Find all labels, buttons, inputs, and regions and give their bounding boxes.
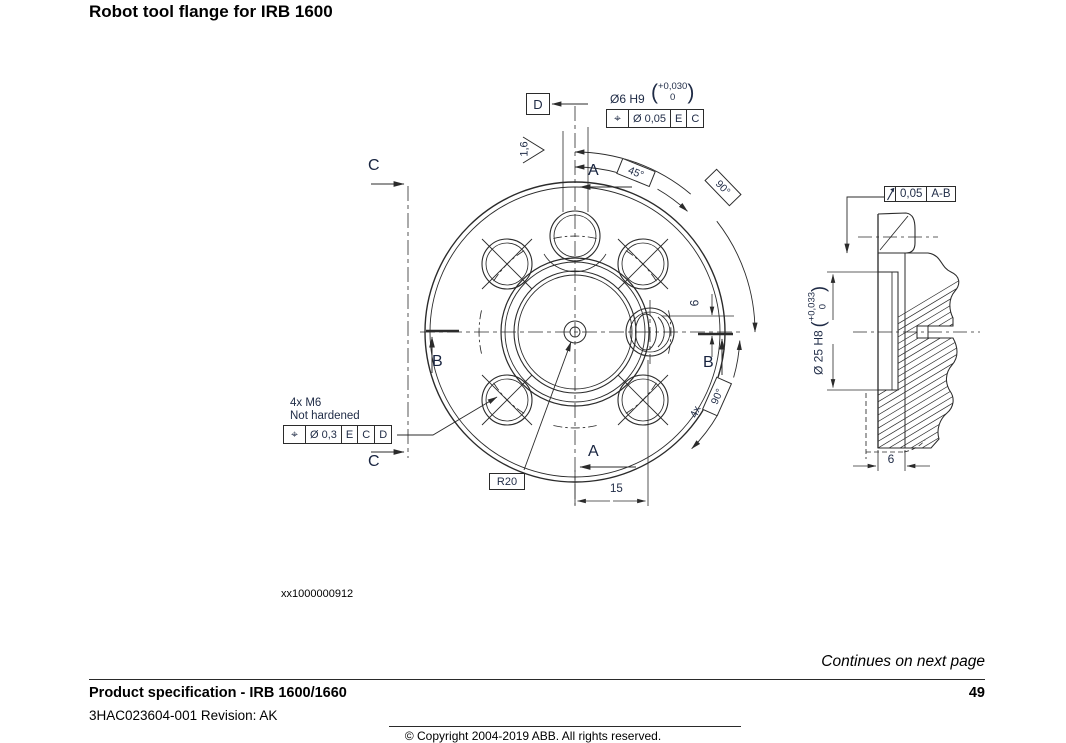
datum-d-box: D xyxy=(526,93,550,115)
dim-15: 15 xyxy=(610,483,623,495)
fcf-tolerance: 0,05 xyxy=(896,187,927,201)
fcf-tolerance: Ø 0,3 xyxy=(306,426,342,443)
hole-size-label: Ø6 H9 xyxy=(610,92,645,106)
fcf-datum-d: D xyxy=(379,428,388,441)
hole-position-fcf xyxy=(606,109,704,128)
fcf-datum-e: E xyxy=(342,426,358,443)
section-c-top: C xyxy=(368,157,380,174)
radius-r20-box: R20 xyxy=(489,473,525,490)
angle-4x-label: 4x xyxy=(687,404,704,420)
angle-45-box: 45° xyxy=(616,158,656,187)
footer-doc-title: Product specification - IRB 1600/1660 xyxy=(89,685,347,701)
copyright-rule xyxy=(389,726,741,727)
bore-callout xyxy=(808,269,829,393)
paren-close: ) xyxy=(808,285,828,292)
section-a-top: A xyxy=(588,162,599,179)
runout-fcf xyxy=(884,186,956,202)
tol-lower: 0 xyxy=(817,304,828,310)
thread-position-fcf xyxy=(283,425,392,444)
fcf-tolerance: Ø 0,05 xyxy=(629,110,671,127)
paren-open: ( xyxy=(808,321,828,328)
bore-size-label: Ø 25 H8 xyxy=(811,330,825,376)
dim-6-thickness: 6 xyxy=(887,452,895,466)
page-title: Robot tool flange for IRB 1600 xyxy=(89,2,333,21)
footer-doc-id: 3HAC023604-001 Revision: AK xyxy=(89,708,278,723)
angle-90-top-box: 90° xyxy=(704,169,741,207)
fcf-datum-ab: A-B xyxy=(931,188,951,200)
figure-id: xx1000000912 xyxy=(281,588,354,600)
position-symbol-icon: ⌖ xyxy=(284,426,306,443)
thread-note-line2: Not hardened xyxy=(290,410,360,422)
section-a-bottom: A xyxy=(588,443,599,460)
dim-6-offset: 6 xyxy=(687,299,702,307)
paren-close: ) xyxy=(687,80,695,104)
runout-icon xyxy=(885,187,896,201)
position-symbol-icon: ⌖ xyxy=(607,110,629,127)
continues-note: Continues on next page xyxy=(821,653,985,670)
surface-finish-value: 1,6 xyxy=(518,141,531,157)
tol-upper: +0,033 xyxy=(806,291,818,322)
footer-copyright: © Copyright 2004-2019 ABB. All rights reserved. xyxy=(404,729,662,743)
footer-rule xyxy=(89,679,985,680)
tol-lower: 0 xyxy=(670,91,676,103)
section-c-bottom: C xyxy=(368,453,380,470)
tol-upper: +0,030 xyxy=(658,81,688,92)
fcf-datum-e: E xyxy=(671,110,687,127)
section-b-left: B xyxy=(432,353,443,370)
thread-note-line1: 4x M6 xyxy=(290,397,322,409)
hole-tolerance xyxy=(651,82,694,103)
paren-open: ( xyxy=(651,80,658,104)
section-b-right: B xyxy=(703,354,714,371)
footer-page-number: 49 xyxy=(968,685,985,701)
fcf-datum-c: C xyxy=(691,112,700,125)
angle-90-bottom-box: 90° xyxy=(702,377,732,417)
fcf-datum-c: C xyxy=(358,426,375,443)
